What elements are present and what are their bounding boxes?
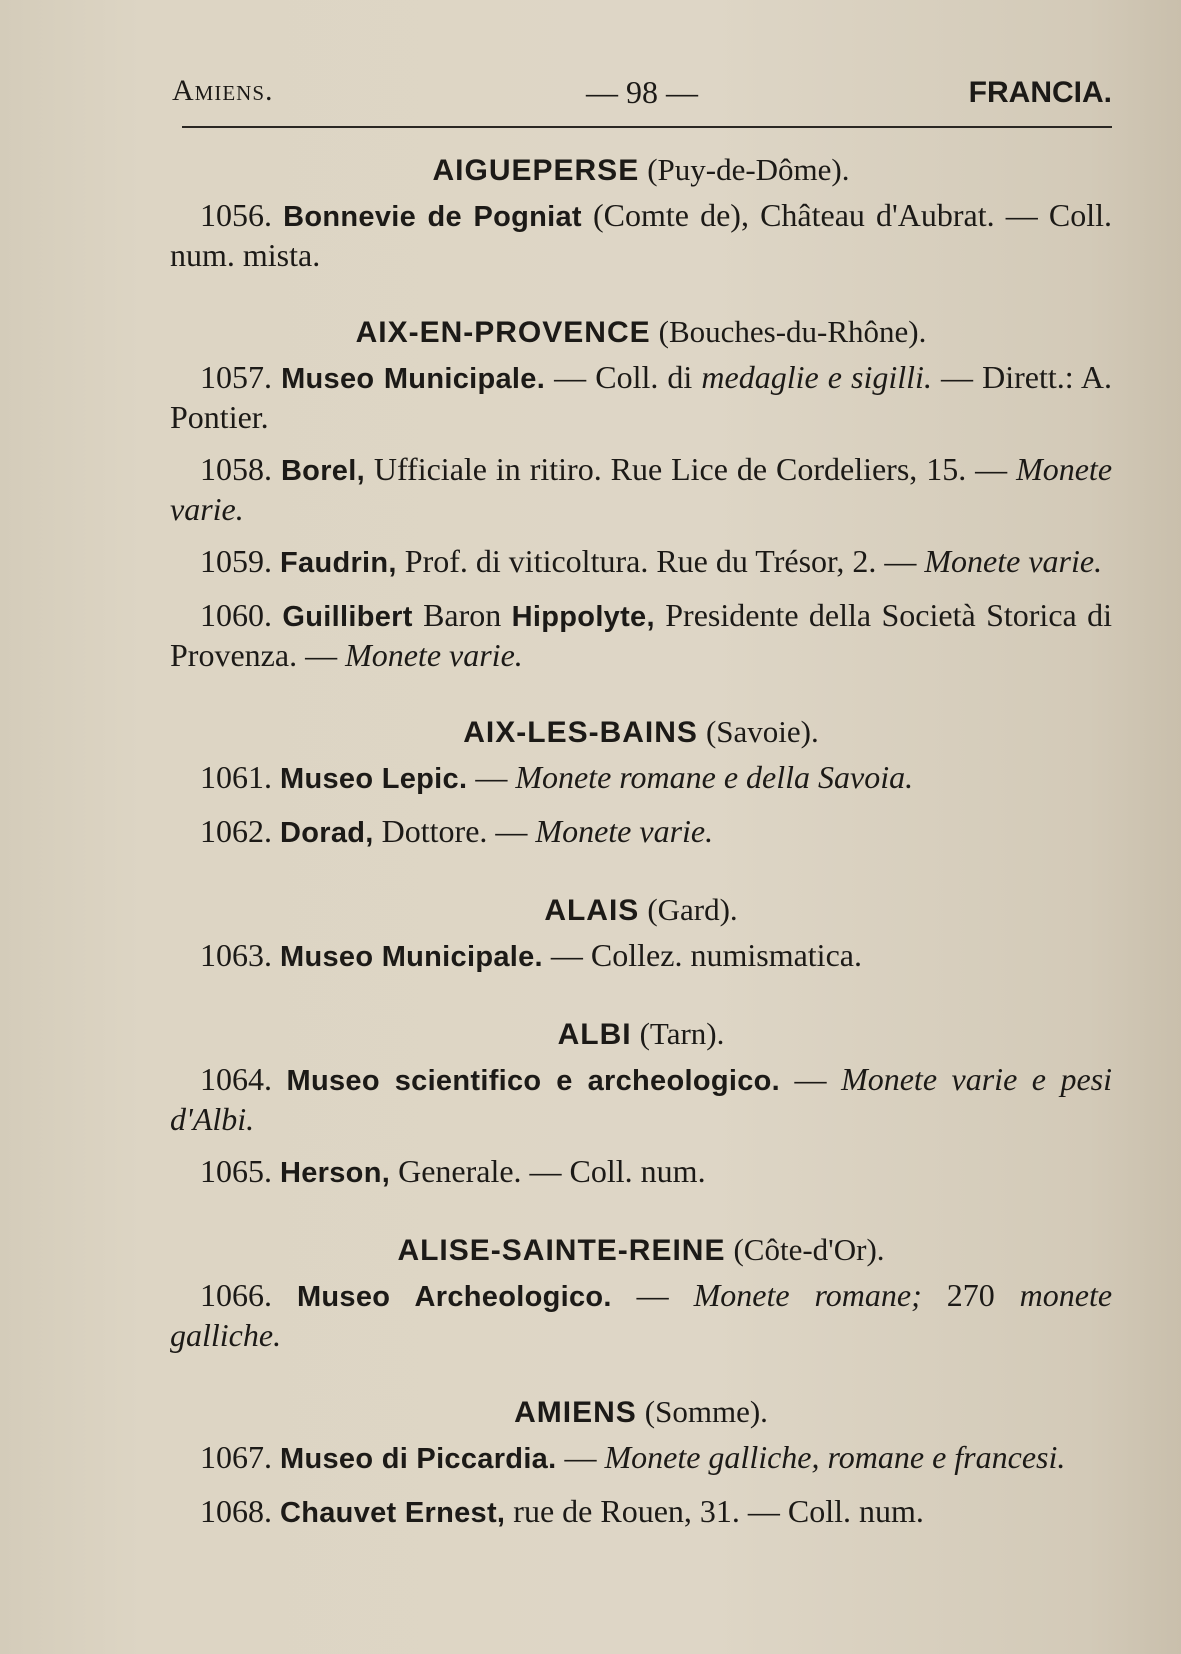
entry-number: 1065. (200, 1153, 272, 1189)
locality-name: AIX-EN-PROVENCE (355, 316, 651, 349)
locality-region: (Puy-de-Dôme). (647, 152, 850, 187)
locality-heading (170, 150, 1112, 190)
locality-name: AMIENS (514, 1396, 637, 1429)
locality-heading (170, 712, 1112, 752)
locality-heading (170, 1392, 1112, 1432)
entry-text: Baron (412, 597, 512, 633)
entry-text: Prof. di viticoltura. Rue du Trésor, 2. — (396, 543, 925, 579)
entry-italic-text: Monete romane e della Savoia. (515, 759, 914, 795)
page-body (170, 150, 1112, 1546)
locality-name: ALBI (557, 1018, 632, 1051)
header-rule (182, 126, 1112, 128)
entry-text: Presidente della Società Storica di Provenza. — (170, 597, 1112, 673)
entry-name: Chauvet Ernest, (280, 1497, 506, 1529)
page-number: — 98 — (586, 74, 698, 110)
locality-region: (Bouches-du-Rhône). (658, 314, 927, 349)
entry-text: — (467, 759, 516, 795)
locality-heading (170, 312, 1112, 352)
locality-region: (Savoie). (705, 714, 819, 749)
section-gap (170, 990, 1112, 1014)
locality-region: (Tarn). (639, 1016, 725, 1051)
entry-text: — Collez. numismatica. (542, 937, 862, 973)
entry-number: 1066. (200, 1277, 272, 1313)
running-head (172, 74, 1112, 124)
entry-text: 270 (946, 1277, 1020, 1313)
collection-entry (170, 1438, 1112, 1478)
entry-text: rue de Rouen, 31. — Coll. num. (505, 1493, 924, 1529)
locality-section (170, 150, 1112, 274)
running-head-right: FRANCIA. (968, 76, 1112, 109)
entry-number: 1061. (200, 759, 272, 795)
section-gap (170, 1206, 1112, 1230)
entry-name: Bonnevie de Pogniat (283, 201, 582, 233)
locality-section (170, 712, 1112, 852)
locality-name: ALISE-SAINTE-REINE (397, 1234, 726, 1267)
section-gap (170, 288, 1112, 312)
collection-entry (170, 1060, 1112, 1138)
collection-entry (170, 196, 1112, 274)
entry-text: — Coll. di (545, 359, 702, 395)
locality-region: (Gard). (647, 892, 738, 927)
entry-number: 1059. (200, 543, 272, 579)
entry-italic-text: Monete varie. (535, 813, 714, 849)
entry-name: Museo Lepic. (280, 763, 468, 795)
entry-number: 1062. (200, 813, 272, 849)
entry-name: Hippolyte, (511, 601, 655, 633)
entry-name: Herson, (280, 1157, 391, 1189)
locality-region: (Somme). (644, 1394, 768, 1429)
section-gap (170, 866, 1112, 890)
entry-number: 1068. (200, 1493, 272, 1529)
entry-name: Museo Municipale. (281, 363, 546, 395)
entry-name: Borel, (280, 455, 365, 487)
section-gap (170, 1368, 1112, 1392)
collection-entry (170, 758, 1112, 798)
locality-heading (170, 890, 1112, 930)
locality-section (170, 890, 1112, 976)
entry-italic-text: Monete varie. (924, 543, 1103, 579)
locality-heading (170, 1014, 1112, 1054)
entry-name: Guillibert (282, 601, 413, 633)
entry-name: Faudrin, (280, 547, 397, 579)
entry-name: Museo Archeologico. (296, 1281, 612, 1313)
collection-entry (170, 936, 1112, 976)
collection-entry (170, 358, 1112, 436)
entry-text: — (611, 1277, 694, 1313)
collection-entry (170, 596, 1112, 674)
entry-number: 1063. (200, 937, 272, 973)
entry-text: — Dirett.: A. Pontier. (170, 359, 1113, 435)
entry-number: 1058. (200, 451, 272, 487)
entry-italic-text: Monete varie e pesi d'Albi. (170, 1061, 1113, 1137)
locality-region: (Côte-d'Or). (733, 1232, 885, 1267)
entry-name: Museo di Piccardia. (280, 1443, 557, 1475)
section-gap (170, 688, 1112, 712)
collection-entry (170, 542, 1112, 582)
locality-name: AIGUEPERSE (432, 154, 640, 187)
locality-section (170, 1392, 1112, 1532)
entry-number: 1060. (200, 597, 272, 633)
entry-italic-text: monete galliche. (170, 1277, 1113, 1353)
locality-name: ALAIS (544, 894, 640, 927)
locality-section (170, 1014, 1112, 1192)
entry-number: 1067. (200, 1439, 272, 1475)
entry-text: — (780, 1061, 842, 1097)
locality-name: AIX-LES-BAINS (463, 716, 698, 749)
collection-entry (170, 1276, 1112, 1354)
entry-number: 1056. (200, 197, 272, 233)
collection-entry (170, 1492, 1112, 1532)
locality-section (170, 312, 1112, 674)
collection-entry (170, 1152, 1112, 1192)
entry-number: 1064. (200, 1061, 272, 1097)
entry-text: (Comte de), Château d'Aubrat. — Coll. num. mista. (170, 197, 1113, 273)
entry-italic-text: medaglie e sigilli. (701, 359, 932, 395)
entry-text: — (556, 1439, 605, 1475)
entry-italic-text: Monete romane; (693, 1277, 947, 1313)
entry-number: 1057. (200, 359, 272, 395)
entry-name: Museo Municipale. (280, 941, 543, 973)
entry-italic-text: Monete varie. (345, 637, 523, 673)
entry-name: Dorad, (280, 817, 374, 849)
running-head-left: Amiens. (172, 74, 274, 107)
entry-italic-text: Monete varie. (170, 451, 1113, 527)
entry-name: Museo scientifico e archeologico. (286, 1065, 781, 1097)
entry-italic-text: Monete galliche, romane e francesi. (604, 1439, 1066, 1475)
locality-heading (170, 1230, 1112, 1270)
entry-text: Dottore. — (373, 813, 536, 849)
entry-text: Generale. — Coll. num. (390, 1153, 706, 1189)
locality-section (170, 1230, 1112, 1354)
collection-entry (170, 812, 1112, 852)
entry-text: Ufficiale in ritiro. Rue Lice de Cordeliers, 15. — (364, 451, 1017, 487)
collection-entry (170, 450, 1112, 528)
